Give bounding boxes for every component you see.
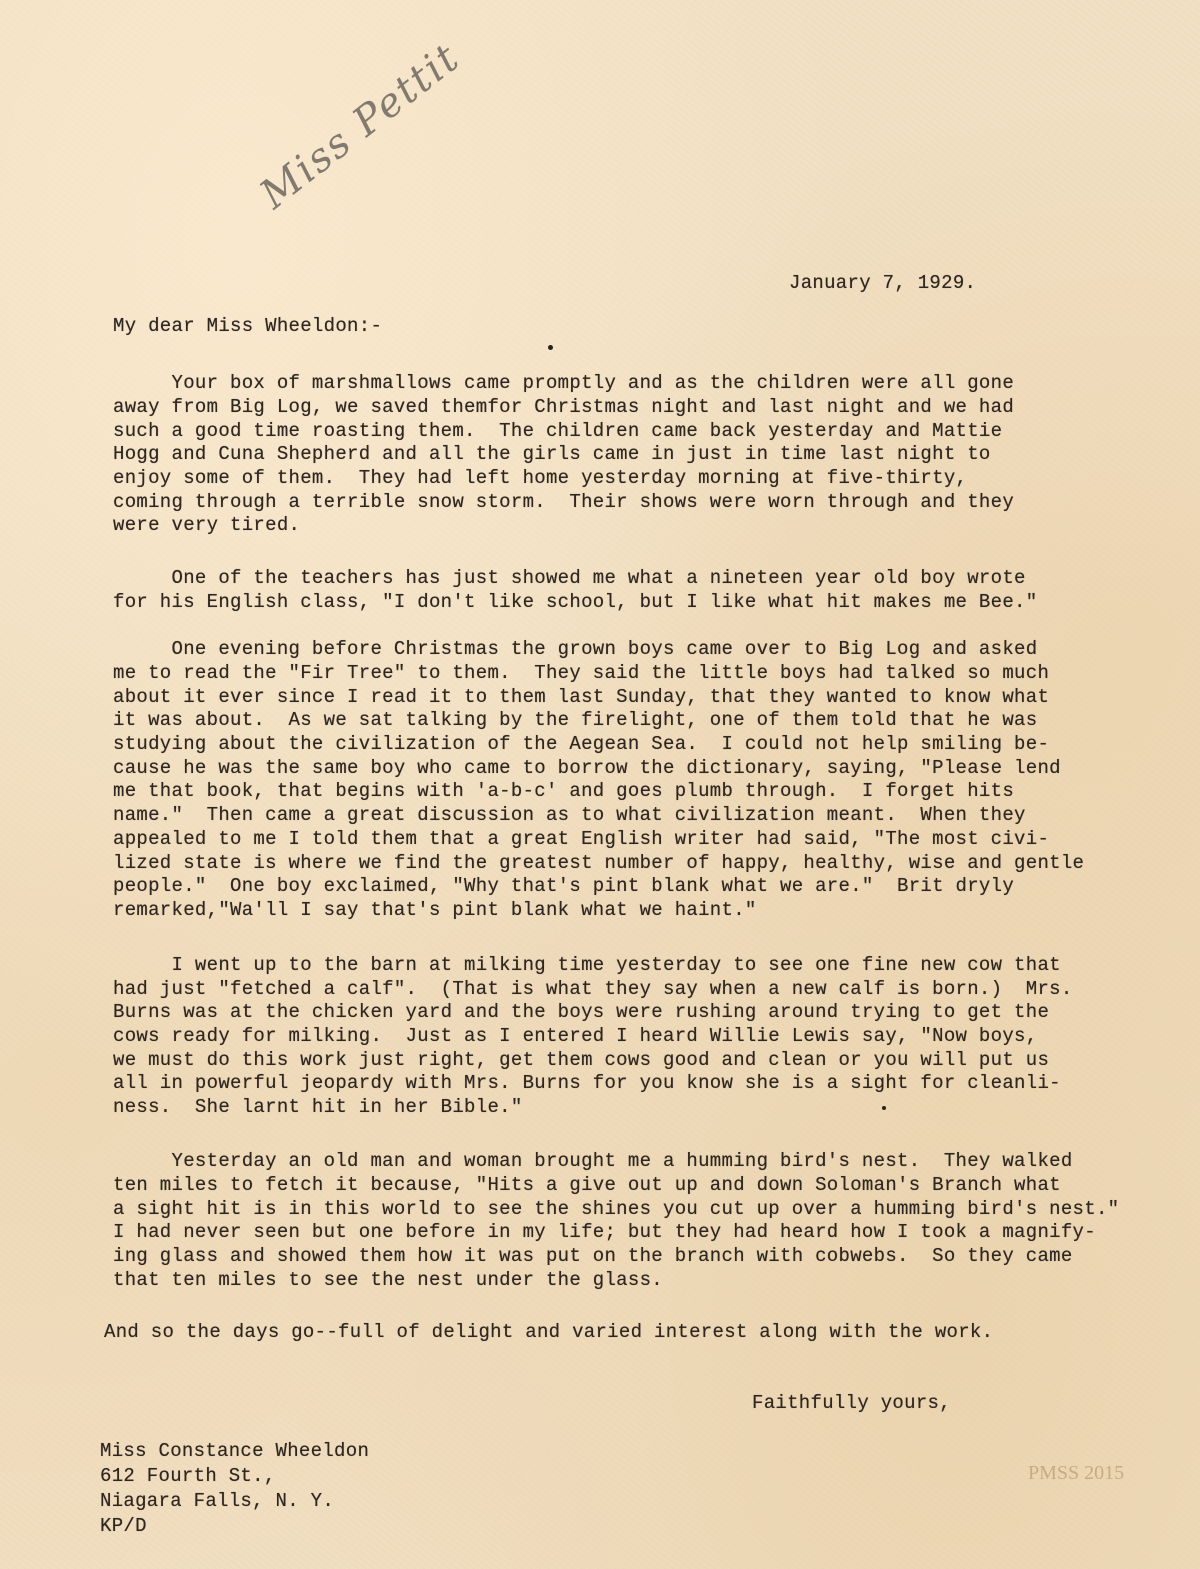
body-line: it was about. As we sat talking by the firelight, one of them told that he was [113, 709, 1038, 731]
archive-watermark: PMSS 2015 [1028, 1462, 1125, 1484]
body-line: away from Big Log, we saved themfor Christmas night and last night and we had [113, 396, 1015, 418]
closing: Faithfully yours, [752, 1392, 951, 1414]
body-line: that ten miles to see the nest under the glass. [113, 1269, 663, 1291]
body-line: about it ever since I read it to them last Sunday, that they wanted to know what [113, 686, 1050, 708]
body-line: Burns was at the chicken yard and the boys were rushing around trying to get the [113, 1001, 1050, 1023]
body-line: remarked,"Wa'll I say that's pint blank what we haint." [113, 899, 757, 921]
body-line: I had never seen but one before in my life; but they had heard how I took a magnify- [113, 1221, 1096, 1243]
body-line: we must do this work just right, get them cows good and clean or you will put us [113, 1049, 1050, 1071]
body-line: all in powerful jeopardy with Mrs. Burns for you know she is a sight for cleanli- [113, 1072, 1061, 1094]
body-line: me that book, that begins with 'a-b-c' and goes plumb through. I forget hits [113, 780, 1015, 802]
body-line: Hogg and Cuna Shepherd and all the girls came in just in time last night to [113, 443, 991, 465]
body-line: I went up to the barn at milking time yesterday to see one fine new cow that [113, 954, 1061, 976]
body-line: me to read the "Fir Tree" to them. They said the little boys had talked so much [113, 662, 1050, 684]
body-line: ten miles to fetch it because, "Hits a give out up and down Soloman's Branch what [113, 1174, 1061, 1196]
body-line: ing glass and showed them how it was put on the branch with cobwebs. So they came [113, 1245, 1073, 1267]
letter-date: January 7, 1929. [789, 272, 977, 294]
body-line: And so the days go--full of delight and varied interest along with the work. [104, 1321, 994, 1343]
body-line: studying about the civilization of the Aegean Sea. I could not help smiling be- [113, 733, 1050, 755]
body-line: appealed to me I told them that a great English writer had said, "The most civi- [113, 828, 1050, 850]
body-line: One evening before Christmas the grown boys came over to Big Log and asked [113, 638, 1038, 660]
body-line: Your box of marshmallows came promptly and as the children were all gone [113, 372, 1015, 394]
body-line: coming through a terrible snow storm. Their shows were worn through and they [113, 491, 1015, 513]
body-line: name." Then came a great discussion as to what civilization meant. When they [113, 804, 1026, 826]
body-line: lized state is where we find the greatest number of happy, healthy, wise and gentle [113, 852, 1085, 874]
body-line: for his English class, "I don't like school, but I like what hit makes me Bee." [113, 591, 1038, 613]
salutation: My dear Miss Wheeldon:- [113, 315, 383, 337]
recipient-street: 612 Fourth St., [100, 1465, 276, 1487]
recipient-city: Niagara Falls, N. Y. [100, 1490, 335, 1512]
recipient-name: Miss Constance Wheeldon [100, 1440, 370, 1462]
body-line: enjoy some of them. They had left home yesterday morning at five-thirty, [113, 467, 968, 489]
handwritten-annotation: Miss Pettit [251, 34, 469, 218]
ink-spot [882, 1106, 886, 1110]
body-line: such a good time roasting them. The children came back yesterday and Mattie [113, 420, 1003, 442]
body-line: ness. She larnt hit in her Bible." [113, 1096, 523, 1118]
body-line: people." One boy exclaimed, "Why that's pint blank what we are." Brit dryly [113, 875, 1015, 897]
reference-initials: KP/D [100, 1515, 147, 1537]
body-line: had just "fetched a calf". (That is what they say when a new calf is born.) Mrs. [113, 978, 1073, 1000]
ink-spot [548, 345, 553, 350]
body-line: cause he was the same boy who came to borrow the dictionary, saying, "Please lend [113, 757, 1061, 779]
body-line: cows ready for milking. Just as I entered I heard Willie Lewis say, "Now boys, [113, 1025, 1038, 1047]
body-line: a sight hit is in this world to see the shines you cut up over a humming bird's nest." [113, 1198, 1120, 1220]
body-line: Yesterday an old man and woman brought me a humming bird's nest. They walked [113, 1150, 1073, 1172]
body-line: were very tired. [113, 514, 301, 536]
body-line: One of the teachers has just showed me what a nineteen year old boy wrote [113, 567, 1026, 589]
